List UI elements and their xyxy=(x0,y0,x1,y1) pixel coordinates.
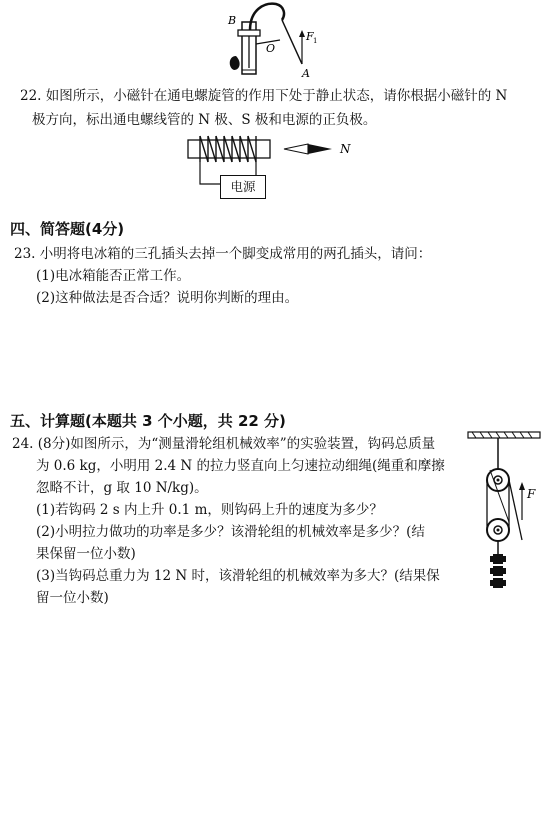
label-o: O xyxy=(266,42,276,55)
power-source-box xyxy=(220,175,266,199)
needle-n-label: N xyxy=(340,142,351,156)
q24-line4: (1)若钩码 2 s 内上升 0.1 m，则钩码上升的速度为多少？ xyxy=(36,502,383,518)
force-f-label: F xyxy=(527,487,536,501)
q23-line3: (2)这种做法是否合适？说明你判断的理由。 xyxy=(36,290,299,306)
section5-title: 五、计算题(本题共 3 个小题，共 22 分) xyxy=(10,412,286,430)
q23-line1: 23. 小明将电冰箱的三孔插头去掉一个脚变成常用的两孔插头，请问： xyxy=(14,246,432,262)
q24-line3: 忽略不计，g 取 10 N/kg)。 xyxy=(36,480,208,496)
q24-line6: 果保留一位小数) xyxy=(36,546,136,562)
q22-line1: 22. 如图所示，小磁针在通电螺旋管的作用下处于静止状态，请你根据小磁针的 N xyxy=(20,88,508,104)
power-label: 电源 xyxy=(230,179,256,194)
solenoid-circuit-figure xyxy=(180,132,370,214)
q22-line2: 极方向，标出通电螺线管的 N 极、S 极和电源的正负极。 xyxy=(32,112,377,128)
q24-line1: 24. (8分)如图所示，为“测量滑轮组机械效率”的实验装置，钩码总质量 xyxy=(12,436,436,452)
lever-figure xyxy=(220,0,330,80)
q23-line2: (1)电冰箱能否正常工作。 xyxy=(36,268,191,284)
label-a: A xyxy=(302,67,310,80)
q24-line7: (3)当钩码总重力为 12 N 时，该滑轮组的机械效率为多大？(结果保 xyxy=(36,568,440,584)
pulley-figure xyxy=(460,430,550,600)
section4-title: 四、简答题(4分) xyxy=(10,220,125,238)
q24-line8: 留一位小数) xyxy=(36,590,109,606)
q24-line5: (2)小明拉力做功的功率是多少？该滑轮组的机械效率是多少？(结 xyxy=(36,524,425,540)
label-b: B xyxy=(228,14,237,27)
q24-line2: 为 0.6 kg，小明用 2.4 N 的拉力竖直向上匀速拉动细绳(绳重和摩擦 xyxy=(36,458,445,474)
label-f-sub: 1 xyxy=(313,37,318,45)
label-f: F xyxy=(306,30,314,43)
